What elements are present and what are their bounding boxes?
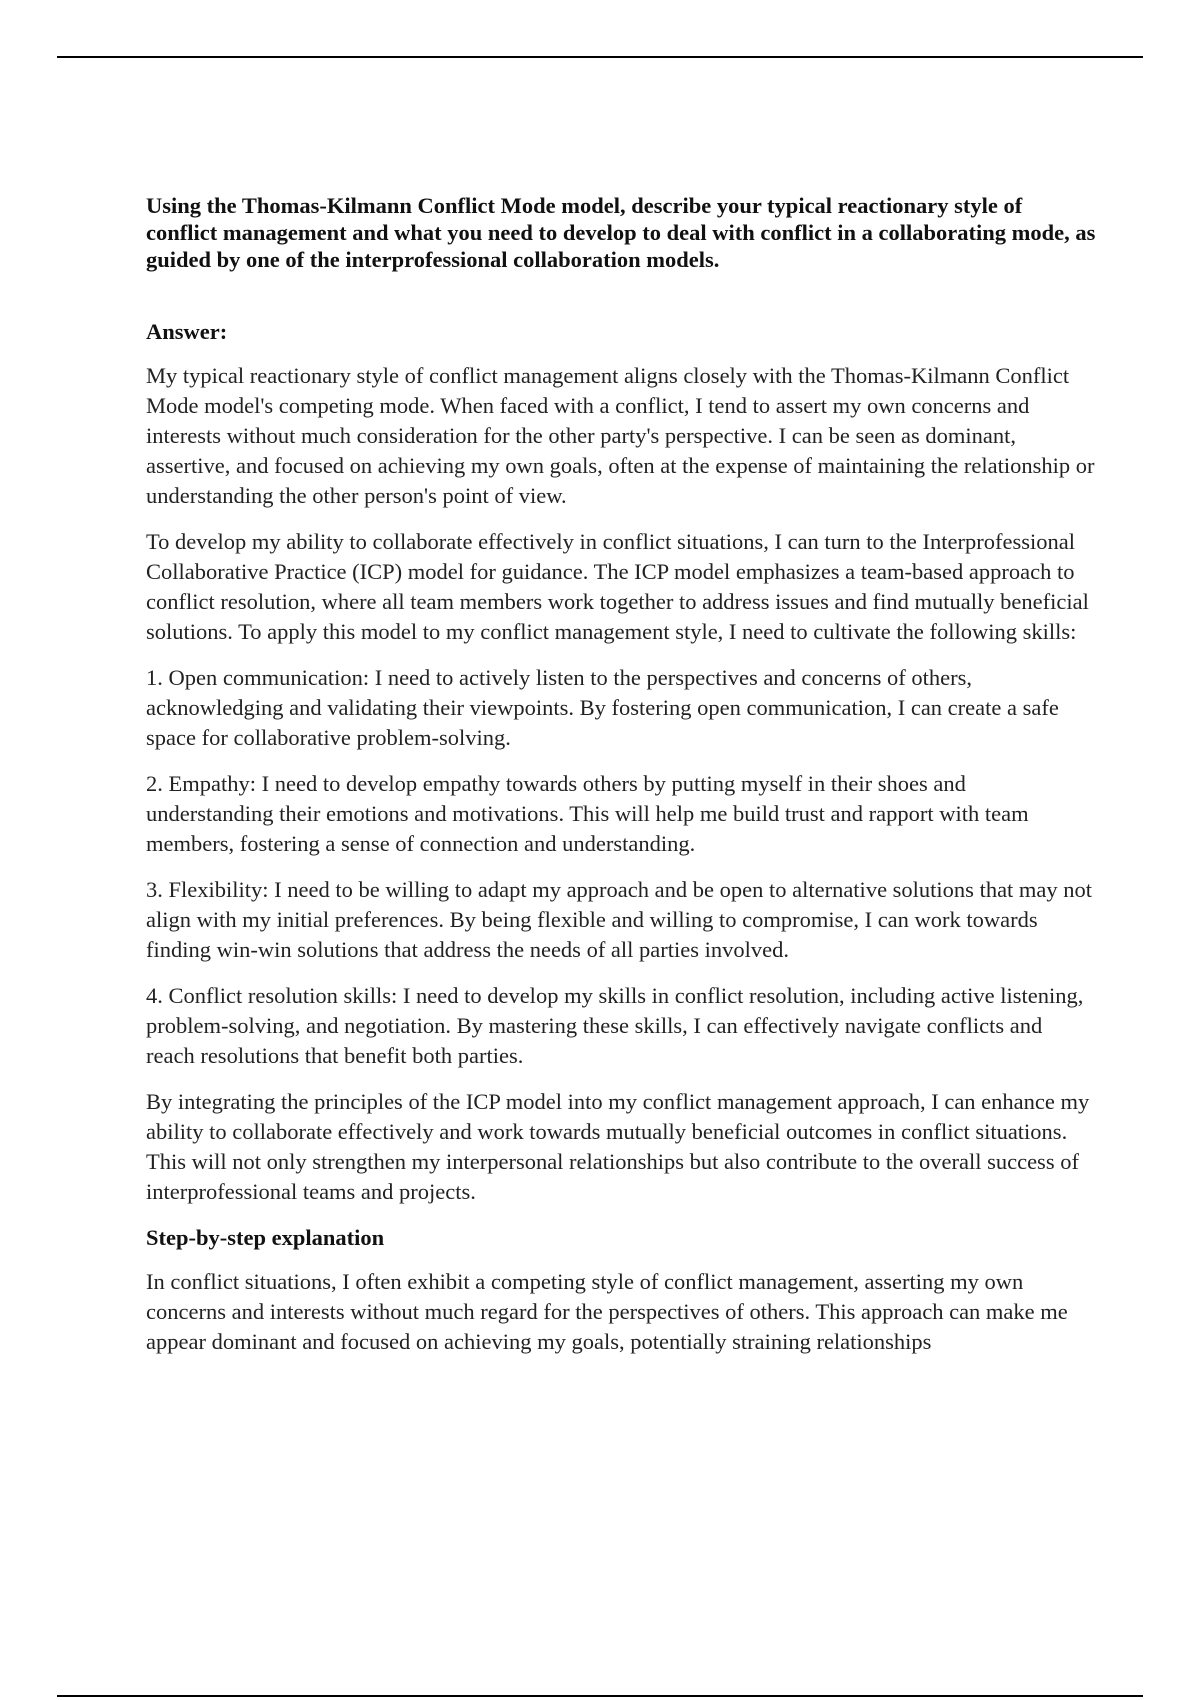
paragraph-open-communication: 1. Open communication: I need to actively listen to the perspectives and concerns of others, acknowledging and validating their viewpoints. By fostering open communication, I can create a safe space for collaborative problem-solving. bbox=[146, 665, 1059, 750]
document-body bbox=[146, 192, 1096, 1373]
paragraph-empathy: 2. Empathy: I need to develop empathy towards others by putting myself in their shoes and understanding their emotions and motivations. This will help me build trust and rapport with team members, fostering a sense of connection and understanding. bbox=[146, 771, 1029, 856]
paragraph-conclusion: By integrating the principles of the ICP model into my conflict management approach, I can enhance my ability to collaborate effectively and work towards mutually beneficial outcomes in conflict situations. This will not only strengthen my interpersonal relationships but also contribute to the overall success of interprofessional teams and projects. bbox=[146, 1089, 1090, 1204]
answer-heading: Answer: bbox=[146, 319, 228, 344]
paragraph-icp-model: To develop my ability to collaborate effectively in conflict situations, I can turn to the Interprofessional Collaborative Practice (ICP) model for guidance. The ICP model emphasizes a team-based approach to conflict resolution, where all team members work together to address issues and find mutually beneficial solutions. To apply this model to my conflict management style, I need to cultivate the following skills: bbox=[146, 529, 1089, 644]
top-rule bbox=[57, 56, 1143, 58]
step-by-step-heading: Step-by-step explanation bbox=[146, 1225, 385, 1250]
question-text: Using the Thomas-Kilmann Conflict Mode model, describe your typical reactionary style of conflict management and what you need to develop to deal with conflict in a collaborating mode, as guided by one of the interprofessional collaboration models. bbox=[146, 193, 1096, 272]
paragraph-conflict-resolution-skills: 4. Conflict resolution skills: I need to develop my skills in conflict resolution, including active listening, problem-solving, and negotiation. By mastering these skills, I can effectively navigate conflicts and reach resolutions that benefit both parties. bbox=[146, 983, 1084, 1068]
bottom-rule bbox=[57, 1695, 1143, 1697]
step-by-step-paragraph: In conflict situations, I often exhibit a competing style of conflict management, asserting my own concerns and interests without much regard for the perspectives of others. This approach can make me appear dominant and focused on achieving my goals, potentially straining relationships bbox=[146, 1269, 1068, 1354]
paragraph-competing-mode: My typical reactionary style of conflict management aligns closely with the Thomas-Kilmann Conflict Mode model's competing mode. When faced with a conflict, I tend to assert my own concerns and interests without much consideration for the other party's perspective. I can be seen as dominant, assertive, and focused on achieving my own goals, often at the expense of maintaining the relationship or understanding the other person's point of view. bbox=[146, 363, 1095, 508]
paragraph-flexibility: 3. Flexibility: I need to be willing to adapt my approach and be open to alternative solutions that may not align with my initial preferences. By being flexible and willing to compromise, I can work towards finding win-win solutions that address the needs of all parties involved. bbox=[146, 877, 1093, 962]
